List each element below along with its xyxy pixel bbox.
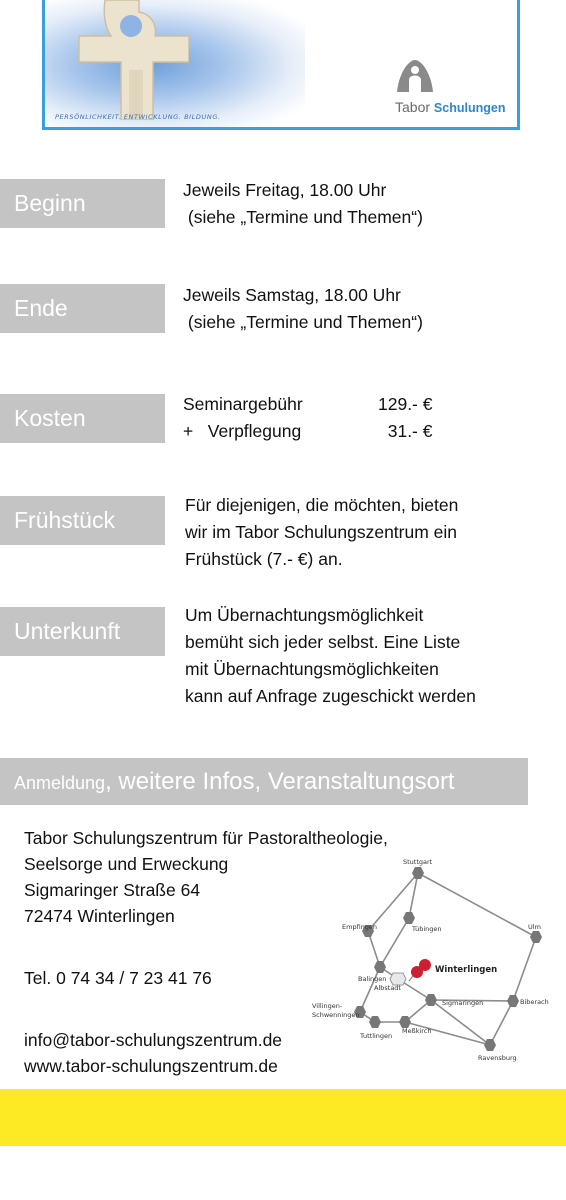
map-label-stuttgart: Stuttgart — [403, 858, 433, 866]
text-unterkunft — [185, 602, 476, 710]
unterkunft-line4: kann auf Anfrage zugeschickt werden — [185, 686, 476, 706]
address-line3: Sigmaringer Straße 64 — [24, 880, 201, 900]
fruehstueck-line3: Frühstück (7.- €) an. — [185, 549, 343, 569]
map-roads — [360, 873, 536, 1045]
location-map — [308, 855, 558, 1070]
email-link[interactable]: info@tabor-schulungszentrum.de — [24, 1030, 283, 1050]
cost-amount-verpflegung: 31.- € — [378, 421, 433, 441]
map-label-balingen: Balingen — [358, 975, 387, 983]
map-label-villingen: Villingen- — [312, 1002, 343, 1010]
tabor-logo-icon — [395, 58, 435, 94]
map-label-ulm: Ulm — [528, 923, 541, 931]
logo-word-schulungen: Schulungen — [433, 101, 506, 115]
fruehstueck-line1: Für diejenigen, die möchten, bieten — [185, 495, 459, 515]
unterkunft-line3: mit Übernachtungsmöglichkeiten — [185, 659, 439, 679]
cross-icon — [59, 0, 189, 120]
label-kosten: Kosten — [0, 394, 165, 443]
cost-row-seminar — [183, 391, 463, 418]
beginn-line2: (siehe „Termine und Themen“) — [183, 207, 423, 227]
cost-item-verpflegung: + Verpflegung — [183, 421, 302, 441]
label-beginn: Beginn — [0, 179, 165, 228]
header-banner — [42, 0, 520, 130]
map-label-messkirch: Meßkirch — [402, 1027, 432, 1035]
label-ende: Ende — [0, 284, 165, 333]
beginn-line1: Jeweils Freitag, 18.00 Uhr — [183, 180, 387, 200]
label-unterkunft: Unterkunft — [0, 607, 165, 656]
footer-color-band — [0, 1089, 566, 1146]
logo-text — [395, 99, 505, 115]
text-fruehstueck — [185, 492, 458, 573]
cost-row-verpflegung — [183, 418, 463, 445]
map-nodes — [354, 867, 542, 1051]
unterkunft-line2: bemüht sich jeder selbst. Eine Liste — [185, 632, 461, 652]
label-fruehstueck: Frühstück — [0, 496, 165, 545]
map-label-sigmaringen: Sigmaringen — [442, 999, 484, 1007]
ende-line2: (siehe „Termine und Themen“) — [183, 312, 423, 332]
map-label-schwenningen: Schwenningen — [312, 1011, 360, 1019]
cost-item-seminar: Seminargebühr — [183, 394, 303, 414]
unterkunft-line1: Um Übernachtungsmöglichkeit — [185, 605, 424, 625]
text-ende — [183, 282, 423, 336]
address-line4: 72474 Winterlingen — [24, 906, 175, 926]
section-heading-big: , weitere Infos, Veranstaltungsort — [105, 768, 455, 795]
map-label-ravensburg: Ravensburg — [478, 1054, 517, 1062]
tabor-logo — [395, 58, 515, 118]
ende-line1: Jeweils Samstag, 18.00 Uhr — [183, 285, 401, 305]
address-line1: Tabor Schulungszentrum für Pastoraltheologie, — [24, 828, 388, 848]
phone-number: Tel. 0 74 34 / 7 23 41 76 — [24, 968, 212, 988]
section-heading-small: Anmeldung — [14, 773, 106, 793]
text-beginn — [183, 177, 423, 231]
section-heading-anmeldung — [0, 758, 528, 805]
text-kosten — [183, 391, 463, 445]
map-label-empfingen: Empfingen — [342, 923, 378, 931]
cost-amount-seminar: 129.- € — [378, 394, 433, 414]
address-line2: Seelsorge und Erweckung — [24, 854, 229, 874]
pin-icon — [409, 959, 431, 981]
banner-tagline: PERSÖNLICHKEIT. ENTWICKLUNG. BILDUNG. — [55, 113, 221, 121]
map-label-tuebingen: Tübingen — [412, 925, 442, 933]
map-label-albstadt: Albstadt — [374, 984, 401, 992]
website-link[interactable]: www.tabor-schulungszentrum.de — [24, 1056, 278, 1076]
fruehstueck-line2: wir im Tabor Schulungszentrum ein — [185, 522, 458, 542]
logo-word-tabor: Tabor — [395, 99, 431, 115]
map-label-biberach: Biberach — [520, 998, 549, 1006]
map-label-winterlingen: Winterlingen — [435, 965, 498, 975]
map-label-tuttlingen: Tuttlingen — [360, 1032, 393, 1040]
